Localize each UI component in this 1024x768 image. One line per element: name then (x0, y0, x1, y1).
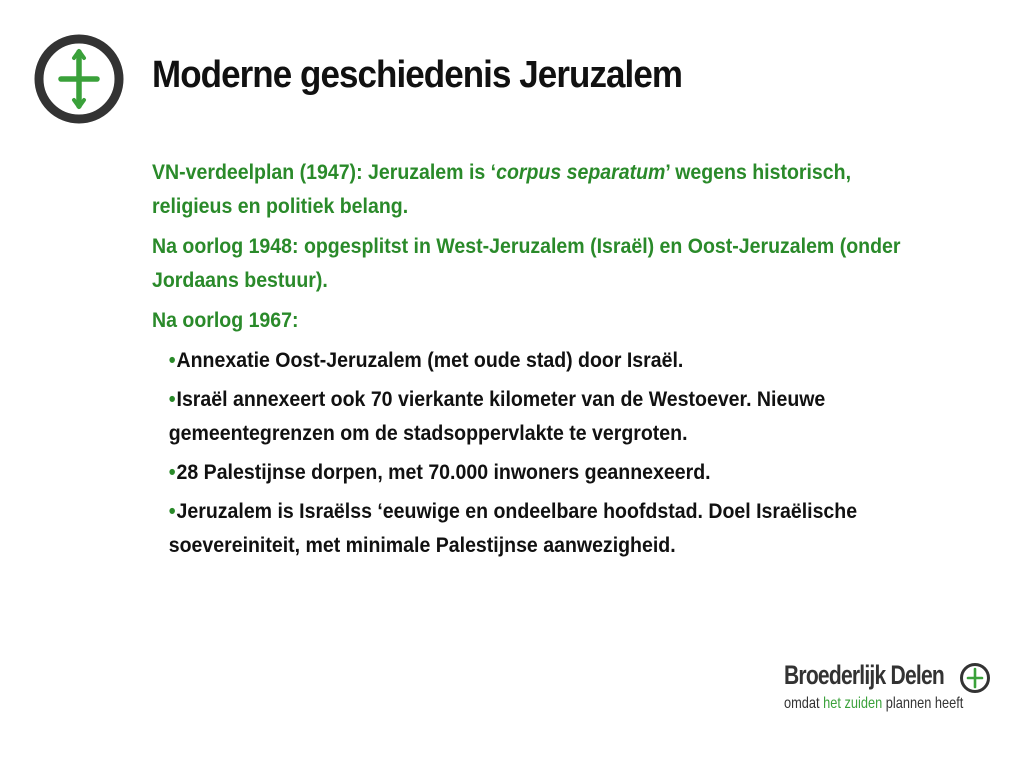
bullet-item (169, 383, 924, 451)
bullet-marker: • (168, 349, 176, 372)
paragraph-partition-plan (152, 156, 924, 224)
logo-cross-icon (34, 34, 124, 124)
bullet-text: Israël annexeert ook 70 vierkante kilometer van de Westoever. Nieuwe gemeentegrenzen om de stadsoppervlakte te vergroten. (168, 388, 826, 445)
paragraph-war-1967: Na oorlog 1967: (152, 309, 299, 332)
bullet-item (169, 456, 924, 490)
paragraph-partition-plan-end: ’ wegens historisch, religieus en politiek belang. (152, 161, 852, 218)
bullet-text: Jeruzalem is Israëlss ‘eeuwige en ondeelbare hoofdstad. Doel Israëlische soevereiniteit, met minimale Palestijnse aanwezigheid. (168, 500, 858, 557)
slide-title: Moderne geschiedenis Jeruzalem (152, 54, 683, 96)
brand-tagline-start: omdat (784, 695, 824, 712)
brand-cross-icon (959, 662, 991, 694)
bullet-marker: • (168, 388, 176, 411)
bullet-marker: • (168, 461, 176, 484)
brand-tagline-highlight: het zuiden (823, 695, 883, 712)
bullet-item (169, 344, 924, 378)
corpus-separatum-term: corpus separatum (496, 161, 666, 184)
paragraph-partition-plan-start: VN-verdeelplan (1947): Jeruzalem is ‘ (152, 161, 497, 184)
bullet-text: 28 Palestijnse dorpen, met 70.000 inwoners geannexeerd. (176, 461, 711, 484)
brand-tagline-end: plannen heeft (882, 695, 964, 712)
brand-tagline (784, 695, 963, 713)
paragraph-war-1948: Na oorlog 1948: opgesplitst in West-Jeruzalem (Israël) en Oost-Jeruzalem (onder Jordaans bestuur). (152, 235, 901, 292)
brand-name: Broederlijk Delen (784, 660, 944, 690)
bullet-text: Annexatie Oost-Jeruzalem (met oude stad) door Israël. (176, 349, 684, 372)
brand-logo (784, 660, 999, 720)
bullet-marker: • (168, 500, 176, 523)
slide-content (152, 156, 924, 568)
bullet-item (169, 495, 924, 563)
